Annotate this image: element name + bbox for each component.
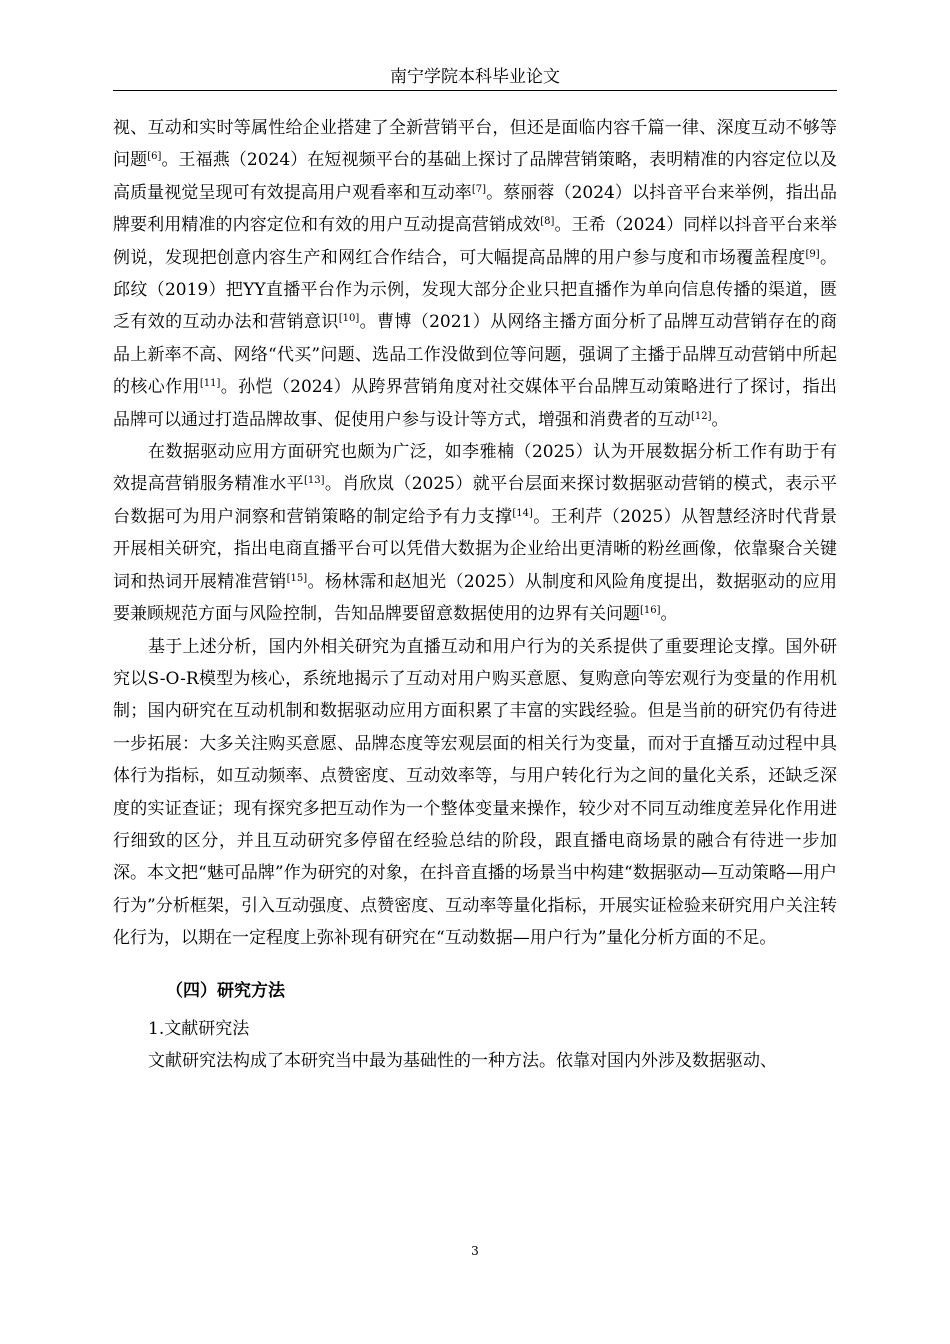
citation-marker: [9] xyxy=(805,248,820,260)
paragraph-text: 在数据驱动应用方面研究也颇为广泛，如李雅楠（2025）认为开展数据分析工作有助于有效提高营销服务精准水平 xyxy=(113,442,837,495)
paragraph-text: 基于上述分析，国内外相关研究为直播互动和用户行为的关系提供了重要理论支撑。国外研究以S-O-R模型为核心，系统地揭示了互动对用户购买意愿、复购意向等宏观行为变量的作用机制；国内研究在互动机制和数据驱动应用方面积累了丰富的实践经验。但是当前的研究仍有待进一步拓展：大多关注购买意愿、品牌态度等宏观层面的相关行为变量，而对于直播互动过程中具体行为指标，如互动频率、点赞密度、互动效率等，与用户转化行为之间的量化关系，还缺乏深度的实证查证；现有探究多把互动作为一个整体变量来操作，较少对不同互动维度差异化作用进行细致的区分，并且互动研究多停留在经验总结的阶段，跟直播电商场景的融合有待进一步加深。本文把“魅可品牌”作为研究的对象，在抖音直播的场景当中构建“数据驱动—互动策略—用户行为”分析框架，引入互动强度、点赞密度、互动率等量化指标，开展实证检验来研究用户关注转化行为，以期在一定程度上弥补现有研究在“互动数据—用户行为”量化分析方面的不足。 xyxy=(113,636,837,949)
citation-marker: [8] xyxy=(540,216,555,228)
paragraph-list xyxy=(113,112,837,955)
citation-marker: [15] xyxy=(286,572,308,584)
paragraph-text: 。杨林霈和赵旭光（2025）从制度和风险角度提出，数据驱动的应用要兼顾规范方面与风险控制，告知品牌要留意数据使用的边界有关问题 xyxy=(113,571,838,625)
paragraph-text: 。王希（2024）同样以抖音平台来举例说，发现把创意内容生产和网红合作结合，可大幅提高品牌的用户参与度和市场覆盖程度 xyxy=(113,215,838,268)
citation-marker: [10] xyxy=(338,313,360,325)
body-paragraph xyxy=(113,436,837,630)
paragraph-text: 。 xyxy=(660,604,678,625)
page-header: 南宁学院本科毕业论文 xyxy=(113,64,837,91)
document-body xyxy=(113,112,837,1077)
paragraph-text: 。肖欣岚（2025）就平台层面来探讨数据驱动营销的模式，表示平台数据可为用户洞察和营销策略的制定给予有力支撑 xyxy=(113,474,838,527)
citation-marker: [7] xyxy=(471,183,487,195)
body-paragraph xyxy=(113,631,837,955)
paragraph-text: 。王利芹（2025）从智慧经济时代背景开展相关研究，指出电商直播平台可以凭借大数据为企业给出更清晰的粉丝画像，依靠聚合关键词和热词开展精准营销 xyxy=(113,506,838,592)
page-number: 3 xyxy=(471,1244,479,1258)
paragraph-text: 。曹博（2021）从网络主播方面分析了品牌互动营销存在的商品上新率不高、网络“代买”问题、选品工作没做到位等问题，强调了主播于品牌互动营销中所起的核心作用 xyxy=(113,312,837,398)
paragraph-text: 。 xyxy=(711,409,729,430)
paragraph-text: 。蔡丽蓉（2024）以抖音平台来举例，指出品牌要利用精准的内容定位和有效的用户互动提高营销成效 xyxy=(113,182,838,236)
citation-marker: [11] xyxy=(199,378,221,390)
citation-marker: [13] xyxy=(304,475,325,487)
paragraph-text: 视、互动和实时等属性给企业搭建了全新营销平台，但还是面临内容千篇一律、深度互动不够等问题 xyxy=(113,118,837,171)
citation-marker: [16] xyxy=(640,605,661,617)
subsection-heading: 1.文献研究法 xyxy=(148,1018,250,1039)
citation-marker: [12] xyxy=(691,410,712,422)
section-heading: （四）研究方法 xyxy=(166,980,285,1001)
body-paragraph xyxy=(113,112,837,436)
citation-marker: [14] xyxy=(512,507,533,519)
body-paragraph-last: 文献研究法构成了本研究当中最为基础性的一种方法。依靠对国内外涉及数据驱动、 xyxy=(148,1050,777,1071)
paragraph-text: 。邱纹（2019）把YY直播平台作为示例，发现大部分企业只把直播作为单向信息传播的渠道，匮乏有效的互动办法和营销意识 xyxy=(113,247,838,333)
paragraph-text: 。王福燕（2024）在短视频平台的基础上探讨了品牌营销策略，表明精准的内容定位以及高质量视觉呈现可有效提高用户观看率和互动率 xyxy=(113,150,838,203)
paragraph-text: 。孙恺（2024）从跨界营销角度对社交媒体平台品牌互动策略进行了探讨，指出品牌可以通过打造品牌故事、促使用户参与设计等方式，增强和消费者的互动 xyxy=(113,377,838,430)
citation-marker: [6] xyxy=(147,151,162,163)
